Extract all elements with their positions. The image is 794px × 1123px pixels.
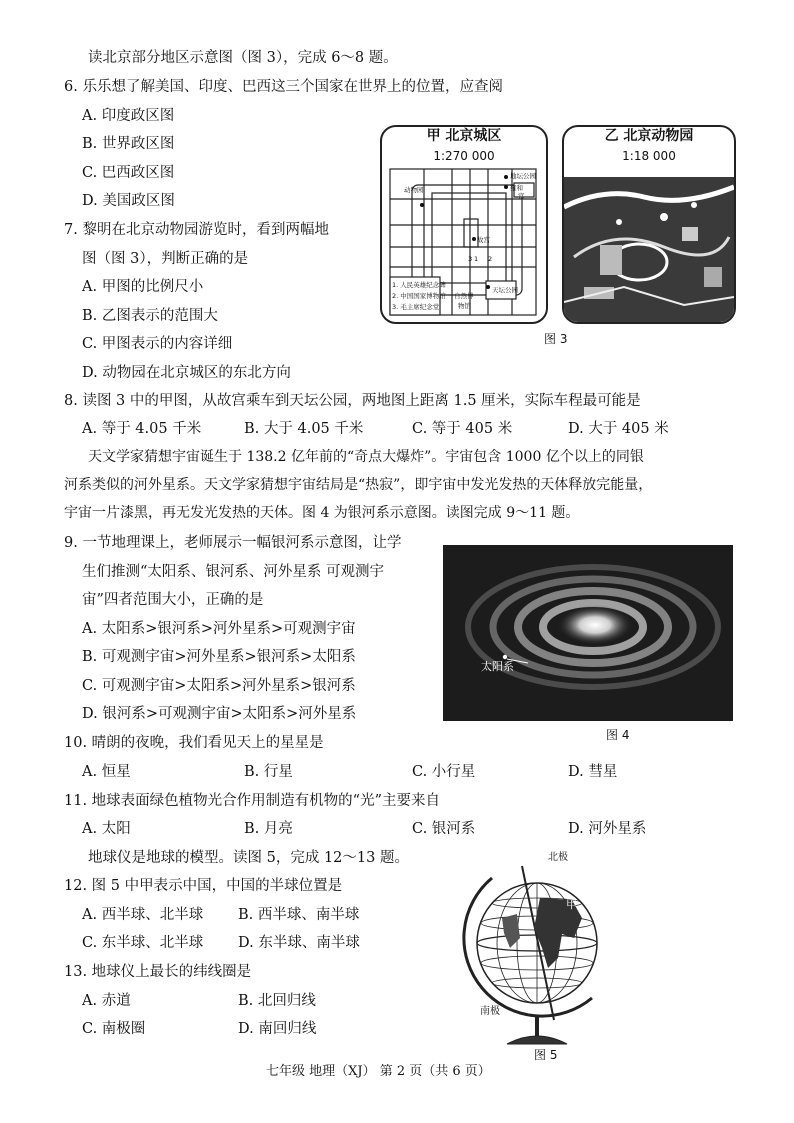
map-b-scale: 1:18 000 bbox=[622, 149, 676, 163]
q12-stem: 12. 图 5 中甲表示中国，中国的半球位置是 bbox=[64, 878, 343, 894]
q7-stem-line1: 7. 黎明在北京动物园游览时，看到两幅地 bbox=[64, 222, 329, 238]
label-ziran-1: 自然博 bbox=[454, 292, 474, 300]
fig3-map-a bbox=[380, 125, 548, 324]
q7-stem-line2: 图（图 3），判断正确的是 bbox=[82, 251, 249, 267]
q9-option-d: D. 银河系>可观测宇宙>太阳系>河外星系 bbox=[82, 706, 357, 722]
globe-north-label: 北极 bbox=[548, 852, 568, 863]
q12-option-c: C. 东半球、北半球 bbox=[82, 935, 204, 951]
q7-option-a: A. 甲图的比例尺小 bbox=[82, 279, 204, 295]
q12-option-d: D. 东半球、南半球 bbox=[238, 935, 360, 951]
galaxy-spiral bbox=[443, 545, 733, 721]
q9-option-b: B. 可观测宇宙>河外星系>银河系>太阳系 bbox=[82, 649, 356, 665]
q6-option-b: B. 世界政区图 bbox=[82, 136, 175, 152]
legend-3: 3. 毛主席纪念堂 bbox=[392, 303, 440, 311]
q9-stem-line2: 生们推测“太阳系、银河系、河外星系 可观测宇 bbox=[82, 564, 385, 580]
page-footer: 七年级 地理（XJ） 第 2 页（共 6 页） bbox=[266, 1064, 491, 1079]
q8-option-a: A. 等于 4.05 千米 bbox=[82, 421, 202, 437]
label-n2: 2 bbox=[488, 255, 493, 263]
label-yonghe-1: 雍和 bbox=[510, 184, 523, 192]
q10-option-a: A. 恒星 bbox=[82, 764, 131, 780]
label-tiantan: 天坛公园 bbox=[492, 286, 518, 294]
globe-jia-label: 甲 bbox=[566, 898, 577, 911]
intro-fig3: 读北京部分地区示意图（图 3），完成 6～8 题。 bbox=[88, 50, 398, 66]
map-b-zoo-drawing bbox=[564, 127, 734, 322]
q7-option-c: C. 甲图表示的内容详细 bbox=[82, 336, 233, 352]
q6-option-d: D. 美国政区图 bbox=[82, 193, 175, 209]
q11-option-d: D. 河外星系 bbox=[568, 821, 647, 837]
legend-1: 1. 人民英雄纪念碑 bbox=[392, 281, 446, 289]
q11-option-a: A. 太阳 bbox=[82, 821, 131, 837]
fig5-globe bbox=[462, 848, 612, 1048]
q13-option-a: A. 赤道 bbox=[82, 993, 131, 1009]
q13-stem: 13. 地球仪上最长的纬线圈是 bbox=[64, 964, 252, 980]
fig4-galaxy-image bbox=[443, 545, 733, 721]
label-zoo: 动物园 bbox=[404, 186, 424, 194]
q8-stem: 8. 读图 3 中的甲图，从故宫乘车到天坛公园，两地图上距离 1.5 厘米，实际车程最可能是 bbox=[64, 393, 641, 409]
fig3-map-b bbox=[562, 125, 736, 324]
q12-option-a: A. 西半球、北半球 bbox=[82, 907, 204, 923]
q10-option-d: D. 彗星 bbox=[568, 764, 618, 780]
q6-option-c: C. 巴西政区图 bbox=[82, 165, 175, 181]
q9-option-c: C. 可观测宇宙>太阳系>河外星系>银河系 bbox=[82, 678, 356, 694]
label-ditan: 地坛公园 bbox=[510, 172, 536, 180]
sun-system-label: 太阳系 bbox=[481, 660, 514, 673]
q6-stem: 6. 乐乐想了解美国、印度、巴西这三个国家在世界上的位置，应查阅 bbox=[64, 79, 503, 95]
passage-line2: 河系类似的河外星系。天文学家猜想宇宙结局是“热寂”，即宇宙中发光发热的天体释放完能量， bbox=[64, 477, 653, 493]
q7-option-d: D. 动物园在北京城区的东北方向 bbox=[82, 365, 291, 381]
q11-option-b: B. 月亮 bbox=[244, 821, 293, 837]
q9-stem-line3: 宙”四者范围大小，正确的是 bbox=[82, 592, 264, 608]
q13-option-c: C. 南极圈 bbox=[82, 1021, 146, 1037]
globe-south-label: 南极 bbox=[480, 1006, 500, 1017]
map-a-scale: 1:270 000 bbox=[433, 149, 495, 163]
q11-option-c: C. 银河系 bbox=[412, 821, 476, 837]
fig5-caption: 图 5 bbox=[534, 1048, 558, 1062]
label-yonghe-2: 宫 bbox=[518, 192, 525, 200]
fig4-caption: 图 4 bbox=[606, 728, 630, 742]
label-gugong: 故宫 bbox=[477, 236, 490, 244]
q8-option-b: B. 大于 4.05 千米 bbox=[244, 421, 364, 437]
q13-option-b: B. 北回归线 bbox=[238, 993, 316, 1009]
q8-option-c: C. 等于 405 米 bbox=[412, 421, 513, 437]
intro-fig5: 地球仪是地球的模型。读图 5，完成 12～13 题。 bbox=[88, 850, 409, 866]
map-b-title: 乙 北京动物园 bbox=[599, 128, 700, 144]
legend-2: 2. 中国国家博物馆 bbox=[392, 292, 446, 300]
q10-option-b: B. 行星 bbox=[244, 764, 293, 780]
q13-option-d: D. 南回归线 bbox=[238, 1021, 317, 1037]
q12-option-b: B. 西半球、南半球 bbox=[238, 907, 360, 923]
map-a-title: 甲 北京城区 bbox=[421, 128, 508, 144]
q8-option-d: D. 大于 405 米 bbox=[568, 421, 669, 437]
q6-option-a: A. 印度政区图 bbox=[82, 108, 175, 124]
q9-stem-line1: 9. 一节地理课上，老师展示一幅银河系示意图，让学 bbox=[64, 535, 402, 551]
label-n3: 3 bbox=[468, 255, 473, 263]
q11-stem: 11. 地球表面绿色植物光合作用制造有机物的“光”主要来自 bbox=[64, 793, 440, 809]
passage-line3: 宇宙一片漆黑，再无发光发热的天体。图 4 为银河系示意图。读图完成 9～11 题。 bbox=[64, 505, 580, 521]
label-ziran-2: 物馆 bbox=[458, 302, 471, 310]
q7-option-b: B. 乙图表示的范围大 bbox=[82, 308, 218, 324]
fig3-caption: 图 3 bbox=[544, 332, 568, 346]
q9-option-a: A. 太阳系>银河系>河外星系>可观测宇宙 bbox=[82, 621, 356, 637]
q10-stem: 10. 晴朗的夜晚，我们看见天上的星星是 bbox=[64, 735, 324, 751]
label-n1: 1 bbox=[474, 255, 479, 263]
passage-line1: 天文学家猜想宇宙诞生于 138.2 亿年前的“奇点大爆炸”。宇宙包含 1000 亿个以上的同银 bbox=[88, 449, 644, 465]
q10-option-c: C. 小行星 bbox=[412, 764, 476, 780]
